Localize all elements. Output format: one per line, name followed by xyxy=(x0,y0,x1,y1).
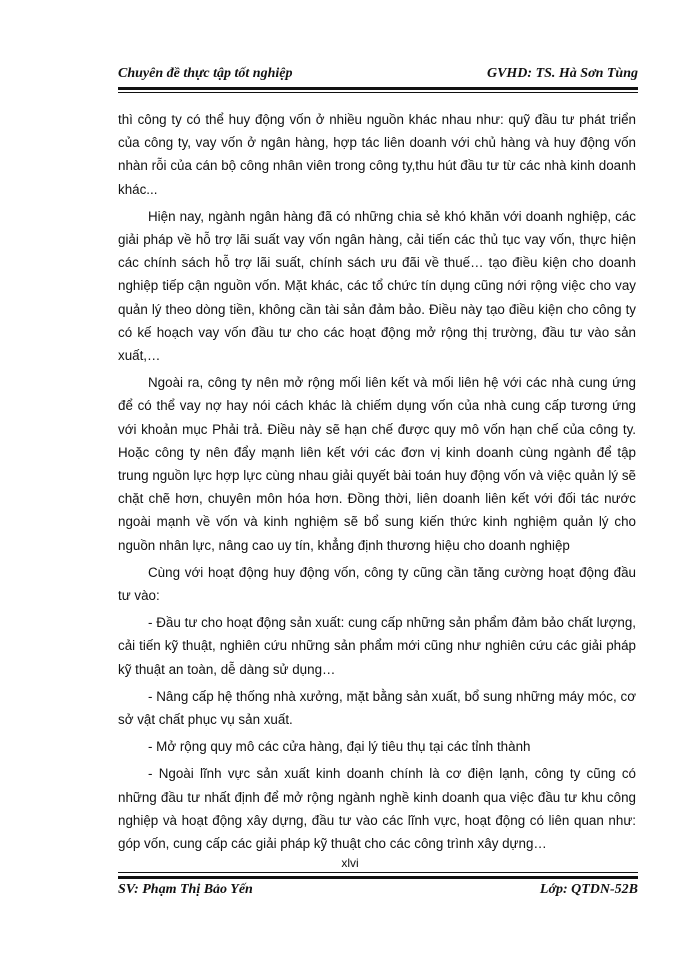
page-footer xyxy=(118,882,638,902)
footer-rule-thick xyxy=(118,876,638,879)
bullet-item: - Nâng cấp hệ thống nhà xưởng, mặt bằng sản xuất, bổ sung những máy móc, cơ sở vật chất phục vụ sản xuất. xyxy=(118,688,636,728)
bullet-item: - Đầu tư cho hoạt động sản xuất: cung cấp những sản phẩm đảm bảo chất lượng, cải tiến kỹ thuật, nghiên cứu những sản phẩm mới cũng như nghiên cứu các giải pháp kỹ thuật an toàn, dễ dàng sử dụng… xyxy=(118,615,636,677)
page-header xyxy=(118,62,638,86)
bullet-item: - Mở rộng quy mô các cửa hàng, đại lý tiêu thụ tại các tỉnh thành xyxy=(148,739,531,755)
paragraph: Cùng với hoạt động huy động vốn, công ty cũng cần tăng cường hoạt động đầu tư vào: xyxy=(118,564,636,604)
paragraph: thì công ty có thể huy động vốn ở nhiều nguồn khác nhau như: quỹ đầu tư phát triển của công ty, vay vốn ở ngân hàng, hợp tác liên doanh với chủ hàng và huy động vốn nhàn rỗi của cán bộ công nhân viên trong công ty,thu hút đầu tư từ các nhà kinh doanh khác... xyxy=(118,112,636,197)
header-rule-thin xyxy=(118,92,638,93)
document-body xyxy=(118,108,636,859)
paragraph: Hiện nay, ngành ngân hàng đã có những chia sẻ khó khăn với doanh nghiệp, các giải pháp về hỗ trợ lãi suất vay vốn ngân hàng, cải tiến các thủ tục vay vốn, thực hiện các chính sách hỗ trợ lãi suất, chính sách ưu đãi về thuế… tạo điều kiện cho doanh nghiệp tiếp cận nguồn vốn. Mặt khác, các tổ chức tín dụng cũng nới rộng việc cho vay quản lý theo dòng tiền, không cần tài sản đảm bảo. Điều này tạo điều kiện cho công ty có kế hoạch vay vốn đầu tư cho các hoạt động mở rộng thị trường, đầu tư vào sản xuất,… xyxy=(118,208,636,364)
bullet-item: - Ngoài lĩnh vực sản xuất kinh doanh chính là cơ điện lạnh, công ty cũng có những đầu tư nhất định để mở rộng ngành nghề kinh doanh qua việc đầu tư khu công nghiệp và hoạt động xây dựng, đầu tư vào các lĩnh vực, hoạt động có liên quan như: góp vốn, cung cấp các giải pháp kỹ thuật cho các công trình xây dựng… xyxy=(118,766,636,852)
footer-class: Lớp: QTDN-52B xyxy=(539,882,638,897)
header-rule-thick xyxy=(118,87,638,90)
footer-rule-thin xyxy=(118,872,638,873)
footer-student: SV: Phạm Thị Bảo Yến xyxy=(118,882,253,897)
paragraph: Ngoài ra, công ty nên mở rộng mối liên kết và mối liên hệ với các nhà cung ứng để có thể vay nợ hay nói cách khác là chiếm dụng vốn của nhà cung cấp tương ứng với khoản mục Phải trả. Điều này sẽ hạn chế được quy mô vốn hạn chế của công ty. Hoặc công ty nên đẩy mạnh liên kết với các đơn vị kinh doanh cùng ngành để tập trung nguồn lực hợp lực cùng nhau giải quyết bài toán huy động vốn và việc quản lý sẽ chặt chẽ hơn, chuyên môn hóa hơn. Đồng thời, liên doanh liên kết với đối tác nước ngoài mạnh về vốn và kinh nghiệm sẽ bổ sung kiến thức kinh nghiệm quản lý cho nguồn nhân lực, nâng cao uy tín, khẳng định thương hiệu cho doanh nghiệp xyxy=(118,375,636,553)
page-number: xlvi xyxy=(341,856,359,870)
header-document-title: Chuyên đề thực tập tốt nghiệp xyxy=(118,66,293,81)
header-supervisor: GVHD: TS. Hà Sơn Tùng xyxy=(486,66,638,81)
